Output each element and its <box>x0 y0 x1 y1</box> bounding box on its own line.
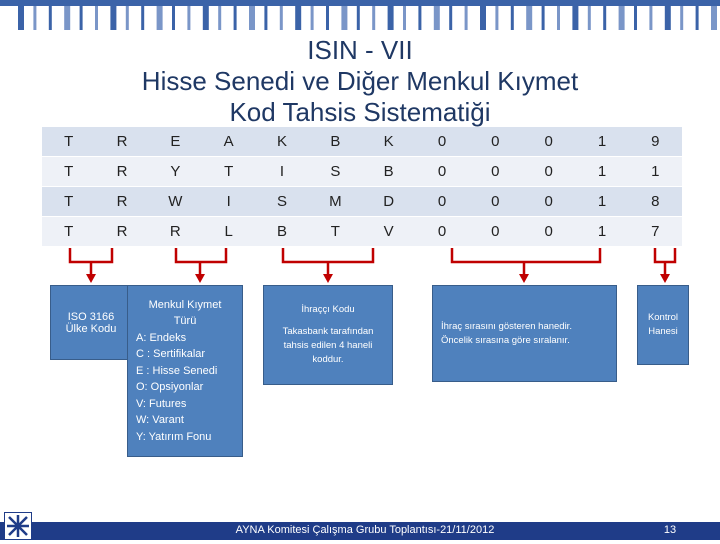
table-cell: S <box>330 163 341 180</box>
table-cell: 0 <box>491 193 500 210</box>
table-cell: T <box>64 133 74 150</box>
table-cell: 0 <box>544 223 553 240</box>
box-iso-country-code <box>50 285 132 360</box>
table-cell: W <box>168 193 183 210</box>
iso-line-2: Ülke Kodu <box>65 322 117 335</box>
table-cell: M <box>329 193 342 210</box>
table-cell: R <box>116 223 128 240</box>
box-security-type <box>127 285 243 457</box>
table-cell: I <box>226 193 231 210</box>
table-cell: Y <box>170 163 181 180</box>
menkul-line-9: Y: Yatırım Fonu <box>136 430 212 443</box>
table-cell: R <box>116 163 128 180</box>
table-cell: 7 <box>651 223 660 240</box>
table-cell: E <box>170 133 181 150</box>
box-issuer-code <box>263 285 393 385</box>
table-cell: S <box>276 193 287 210</box>
arrow-down-icon <box>660 274 670 283</box>
table-cell: A <box>223 133 234 150</box>
table-cell: I <box>279 163 285 180</box>
table-cell: 1 <box>597 133 607 150</box>
logo-icon <box>4 512 32 540</box>
menkul-line-1: Menkul Kıymet <box>148 298 222 311</box>
arrow-down-icon <box>323 274 333 283</box>
table-cell: B <box>383 163 394 180</box>
box-check-digit <box>637 285 689 365</box>
menkul-line-6: O: Opsiyonlar <box>136 381 204 394</box>
table-cell: T <box>330 223 340 240</box>
ihracci-line-1: İhraççı Kodu <box>301 304 355 315</box>
table-cell: B <box>276 223 287 240</box>
table-cell: R <box>116 193 128 210</box>
menkul-line-2: Türü <box>173 315 197 328</box>
bracket-line <box>176 248 226 276</box>
table-cell: 0 <box>437 163 447 180</box>
table-cell: 0 <box>437 223 447 240</box>
title-line-2: Hisse Senedi ve Diğer Menkul Kıymet <box>141 66 579 96</box>
kontrol-line-2: Hanesi <box>648 326 678 337</box>
table-cell: T <box>64 163 74 180</box>
arrow-down-icon <box>519 274 529 283</box>
title-line-3: Kod Tahsis Sistematiği <box>229 97 491 127</box>
ihrac-line-1: İhraç sırasını gösteren hanedir. <box>441 320 572 332</box>
table-cell: 0 <box>491 223 500 240</box>
title-line-1: ISIN - VII <box>307 35 413 65</box>
table-cell: 1 <box>597 193 607 210</box>
table-cell: 0 <box>544 163 553 180</box>
table-cell: 0 <box>491 163 500 180</box>
table-cell: R <box>116 133 128 150</box>
table-cell: 1 <box>597 223 607 240</box>
table-cell: 8 <box>651 193 660 210</box>
table-cell: L <box>224 223 233 240</box>
bracket-line <box>70 248 112 276</box>
menkul-line-3: A: Endeks <box>136 331 187 344</box>
table-cell: V <box>383 223 394 240</box>
ihracci-line-2: Takasbank tarafından tahsis edilen 4 haneli koddur. <box>282 326 374 365</box>
menkul-line-8: W: Varant <box>136 414 184 427</box>
table-cell: R <box>169 223 181 240</box>
bracket-line <box>452 248 600 276</box>
arrow-down-icon <box>195 274 205 283</box>
table-cell: 1 <box>651 163 660 180</box>
table-cell: 9 <box>651 133 660 150</box>
table-cell: T <box>64 223 74 240</box>
menkul-line-5: E : Hisse Senedi <box>136 364 218 377</box>
page-number: 13 <box>663 524 677 536</box>
table-cell: 0 <box>544 193 553 210</box>
table-cell: T <box>224 163 234 180</box>
table-cell: D <box>383 193 395 210</box>
bracket-line <box>655 248 675 276</box>
footer-text: AYNA Komitesi Çalışma Grubu Toplantısı-21/11/2012 <box>235 524 495 536</box>
table-cell: K <box>383 133 394 150</box>
box-issue-sequence <box>432 285 617 382</box>
table-cell: 0 <box>544 133 553 150</box>
table-cell: T <box>64 193 74 210</box>
arrow-down-icon <box>86 274 96 283</box>
table-cell: 1 <box>597 163 607 180</box>
bracket-line <box>283 248 373 276</box>
kontrol-line-1: Kontrol <box>647 312 679 323</box>
table-cell: 0 <box>491 133 500 150</box>
table-cell: 0 <box>437 193 447 210</box>
iso-line-1: ISO 3166 <box>67 310 115 323</box>
menkul-line-4: C : Sertifikalar <box>136 348 206 361</box>
menkul-line-7: V: Futures <box>136 397 187 410</box>
table-cell: B <box>330 133 341 150</box>
table-cell: 0 <box>437 133 447 150</box>
table-cell: K <box>276 133 287 150</box>
ihrac-line-2: Öncelik sırasına göre sıralanır. <box>441 334 570 346</box>
